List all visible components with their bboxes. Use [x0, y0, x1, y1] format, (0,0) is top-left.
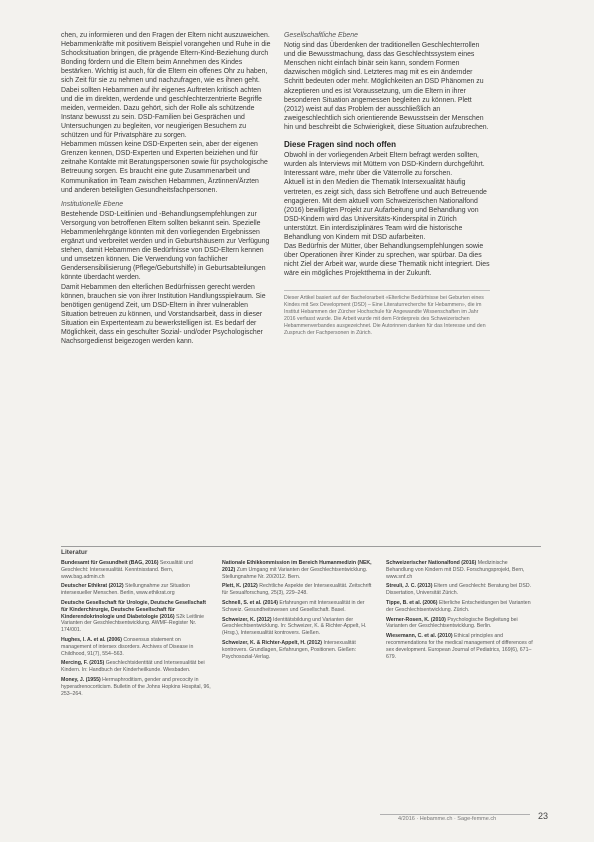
literature-text: Erfahrungen mit Intersexualität in der Schweiz. Gesundheitswesen und Gesellschaft. Basel. — [222, 599, 365, 613]
literature-author: Bundesamt für Gesundheit (BAG, 2016) — [61, 560, 159, 566]
left-paragraph-2: Hebammen müssen keine DSD-Experten sein, aber der eigenen Grenzen kennen, DSD-Experten und Experten beiziehen und für zeitnahe Kontakte mit Beratungspersonen sowie für psychologische Betreuung sorgen. Es braucht eine gute Zusammenarbeit und Kommunikation im Team zwischen Hebammen, Ärztinnen/Ärzten und anderen beteiligten Gesundheitsfachpersonen. — [61, 141, 268, 194]
literature-text: Eltern und Geschlecht: Beratung bei DSD. Dissertation, Universität Zürich. — [386, 583, 532, 597]
footer-divider — [380, 814, 530, 815]
literature-author: Schweizer, K. & Richter-Appelt, H. (2012) — [222, 639, 323, 646]
literature-entry — [61, 560, 211, 580]
literature-text: Elterliche Entscheidungen bei Varianten der Geschlechtsentwicklung. Zürich. — [386, 599, 531, 613]
literature-heading: Literatur — [61, 549, 88, 556]
literature-author: Wiesemann, C. et al. (2010) — [386, 633, 453, 640]
literature-author: Tippe, B. et al. (2006) — [386, 599, 438, 606]
literature-author: Deutsche Gesellschaft für Urologie, Deutsche Gesellschaft für Kinderchirurgie, Deutsche Gesellschaft für Kinderendokrinologie und Diabetologie (2016) — [61, 599, 207, 620]
literature-text: Psychologische Begleitung bei Varianten der Geschlechtsentwicklung. Berlin. — [386, 616, 518, 630]
literature-entry — [222, 583, 374, 597]
footer-publication: 4/2016 · Hebamme.ch · Sage-femme.ch — [398, 816, 497, 822]
literature-author: Mercing, F. (2015) — [61, 660, 105, 667]
literature-column-2 — [222, 560, 374, 663]
literature-entry — [386, 633, 536, 660]
literature-author: Werner-Rosen, K. (2010) — [386, 616, 446, 623]
literature-text: Ethical principles and recommendations for the medical management of differences of sex development. European Journal of Pediatrics, 169(6), 671–679. — [386, 633, 533, 660]
literature-entry — [61, 600, 211, 634]
literature-text: Medizinische Behandlung von Kindern mit DSD. Forschungsprojekt, Bern, www.snf.ch — [386, 560, 525, 580]
literature-entry — [386, 600, 536, 614]
literature-author: Schweizerischer Nationalfond (2016) — [386, 560, 477, 566]
literature-author: Money, J. (1955) — [61, 676, 101, 683]
literature-author: Nationale Ethikkommission im Bereich Humanmedizin (NEK, 2012) — [222, 560, 372, 573]
left-column — [61, 31, 271, 346]
literature-text: Geschlechtsidentität und Intersexualität bei Kindern. In: Handbuch der Kinderheilkunde. Wiesbaden. — [61, 660, 205, 674]
literature-entry — [222, 600, 374, 614]
right-paragraph-3: Aktuell ist in den Medien die Thematik Intersexualität häufig vertreten, es zeigt sich, dass sich Betroffene und auch Betreuende engagieren. Mit dem aktuell vom Schweizerischen Nationalfond (2016) bewilligten Projekt zur Aufarbeitung und Behandlung von DSD-Kindern wird das Universitäts-Kinderspital in Zürich unterstützt. Ein interdisziplinäres Team wird die historische Behandlung von Kindern mit DSD aufarbeiten. — [284, 179, 487, 241]
literature-text: Consensus statement on management of intersex disorders. Archives of Disease in Childhood, 91(7), 554–563. — [61, 636, 194, 657]
page-footer — [380, 812, 565, 824]
literature-text: Stellungnahme zur Situation intersexueller Menschen. Berlin, www.ethikrat.org — [61, 583, 190, 597]
literature-column-1 — [61, 560, 211, 700]
right-paragraph-2: Obwohl in der vorliegenden Arbeit Eltern befragt werden sollten, wurden als Interviews mit Müttern von DSD-Kindern durchgeführt. Interessant wäre, mehr über die Väterrolle zu forschen. — [284, 152, 485, 178]
section-heading: Diese Fragen sind noch offen — [284, 140, 397, 150]
page-number: 23 — [538, 811, 549, 821]
literature-text: Rechtliche Aspekte der Intersexualität. Zeitschrift für Sexualforschung, 25(3), 229–248. — [222, 583, 372, 597]
literature-divider — [61, 546, 541, 547]
literature-text: Zum Umgang mit Varianten der Geschlechtsentwicklung. Stellungnahme Nr. 20/2012. Bern. — [222, 566, 368, 580]
literature-author: Schnell, S. et al. (2014) — [222, 599, 278, 606]
literature-entry — [386, 583, 536, 597]
literature-entry — [61, 677, 211, 697]
right-subheading: Gesellschaftliche Ebene — [284, 32, 358, 39]
literature-author: Plett, K. (2012) — [222, 583, 258, 590]
literature-entry — [386, 617, 536, 631]
literature-entry — [61, 637, 211, 657]
literature-entry — [222, 560, 374, 580]
literature-text: Identitätsbildung und Varianten der Geschlechtsentwicklung. In: Schweizer, K. & Richter-Appelt, H. (Hrsg.), Intersexualität kontrovers. Gießen. — [222, 616, 367, 637]
literature-entry — [61, 583, 211, 597]
literature-entry — [222, 617, 374, 637]
right-paragraph-1: Notig sind das Überdenken der traditionellen Geschlechterrollen und die Bewusstmachung, dass das Geschlechtssystem eines Menschen nicht einfach binär sein kann, sondern Formen dazwischen möglich sind. Letzteres mag mit es ein ändernder Schritt bedeuten oder mehr. Möglichkeiten an DSD Phänomen zu akzeptieren und es ist Voraussetzung, um die Eltern in ihrer besonderen Situation angemessen begleiten zu können. Plett (2012) weist auf das Problem der ausschließlich an zweigeschlechtlich sich orientierende Bewusstsein der Menschen hin und beschreibt die Schwierigkeit, diese Situation aufzubrechen. — [284, 42, 489, 131]
literature-entry — [61, 660, 211, 674]
literature-text: Hermaphroditism, gender and precocity in hyperadrenocorticism. Bulletin of the Johns Hopkins Hospital, 96, 253–264. — [61, 676, 211, 697]
literature-entry — [222, 640, 374, 660]
literature-text: S2k Leitlinie Varianten der Geschlechtsentwicklung. AWMF-Register Nr. 174/001. — [61, 613, 204, 634]
literature-author: Hughes, I. A. et al. (2006) — [61, 636, 122, 643]
article-note: Dieser Artikel basiert auf der Bachelorarbeit «Elterliche Bedürfnisse bei Geburten eines Kindes mit Sex Development (DSD) – Eine Literaturrecherche für Hebammen», die im Institut Hebammen der Zürcher Hochschule für Angewandte Wissenschaften im Jahr 2016 verfasst wurde. Die Arbeit wurde mit dem Förderpreis des Schweizerischen Hebammenverbandes ausgezeichnet. Die Autorinnen danken für das Interesse und den Zuspruch der Fachpersonen in Zürich. — [284, 290, 490, 337]
right-paragraph-4: Das Bedürfnis der Mütter, über Behandlungsempfehlungen sowie über Operationen ihrer Kinder zu sprechen, war spürbar. Da dies nicht Ziel der Arbeit war, wurde diese Thematik nicht integriert. Dies wäre ein mögliches Projektthema in der Zukunft. — [284, 243, 490, 278]
literature-author: Streuli, J. C. (2013) — [386, 583, 433, 590]
literature-text: Sexualität und Geschlecht: Intersexualität. Kenntnisstand. Bern, www.bag.admin.ch — [61, 560, 193, 580]
left-subheading: Institutionelle Ebene — [61, 200, 124, 208]
right-column — [284, 31, 490, 337]
literature-author: Schweizer, K. (2012) — [222, 616, 272, 623]
left-paragraph-4: Damit Hebammen den elterlichen Bedürfnissen gerecht werden können, brauchen sie von ihrer Institution Handlungsspielraum. Sie benötigen genügend Zeit, um DSD-Eltern in ihrer vulnerablen Situation betreuen zu können, und Vorstandsarbeit, dass in dieser Situation ein Expertenteam zu bewerkstelligen ist. Es bedarf der Möglichkeit, dass ein geschulter Sozial- und/oder Psychologischer Nachsorgedienst beigezogen werden kann. — [61, 283, 266, 346]
literature-entry — [386, 560, 536, 580]
literature-author: Deutscher Ethikrat (2012) — [61, 583, 124, 590]
literature-text: Intersexualität kontrovers. Grundlagen, Erfahrungen, Positionen. Gießen: Psychosozial-Verlag. — [222, 639, 357, 660]
left-paragraph-3: Bestehende DSD-Leitlinien und -Behandlungsempfehlungen zur Versorgung von betroffenen Eltern sollten bekannt sein. Spezielle Hebammenlehrgänge könnten mit den vorliegenden Ergebnissen ergänzt und verbreitet werden und in Geburtshäusern zur Verfügung stehen, damit Hebammen die Bedürfnisse von DSD-Eltern kennen und umsetzen können. Die Verwendung von fachlicher Gendersensibilisierung (Pflege/Geburtshilfe) in Geburtsabteilungen könnte überdacht werden. — [61, 210, 270, 282]
left-paragraph-1: chen, zu informieren und den Fragen der Eltern nicht auszuweichen. Hebammenkräfte mit positivem Beispiel vorangehen und Ruhe in die Schocksituation bringen, die prägende Eltern-Kind-Beziehung durch Bonding fördern und die Eltern beim Annehmen des Kindes bestärken. Wichtig ist auch, für die Eltern ein offenes Ohr zu haben, sich Zeit für sie zu nehmen und nachzufragen, wie es ihnen geht. Dabei sollten Hebammen auf ihr eigenes Auftreten kritisch achten und die im direkten, werdende und geschlechterzentrierte Begriffe meiden, vermeiden. Dazu gehört, sich der Rolle als schützende Instanz bewusst zu sein. DSD-Familien bei Gesprächen und Untersuchungen zu begleiten, vor neugierigen Besuchern zu schützen und für Privatsphäre zu sorgen. — [61, 32, 271, 140]
literature-column-3 — [386, 560, 536, 663]
